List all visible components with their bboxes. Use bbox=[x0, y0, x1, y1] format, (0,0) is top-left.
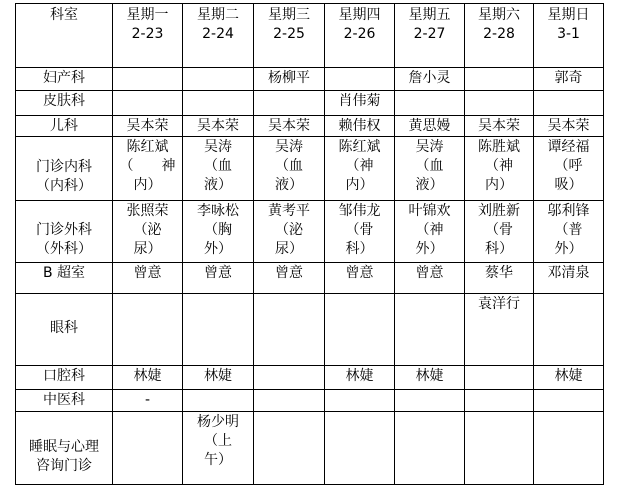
dept-name bbox=[16, 117, 112, 136]
day-header bbox=[465, 6, 533, 44]
doctor-cell bbox=[325, 367, 394, 386]
table-grid-line bbox=[15, 200, 604, 201]
doctor-cell-line: - bbox=[144, 392, 151, 408]
doctor-cell-line: 杨柳平 bbox=[268, 70, 310, 86]
table-grid-line bbox=[603, 3, 604, 485]
doctor-cell-line: 尿） bbox=[133, 241, 162, 257]
table-grid-line bbox=[15, 365, 604, 366]
doctor-cell bbox=[183, 117, 253, 136]
doctor-cell-line: 林婕 bbox=[133, 368, 162, 384]
dept-name-line: 妇产科 bbox=[43, 70, 85, 86]
doctor-cell-line: 尿） bbox=[275, 241, 303, 257]
doctor-cell-line: （上 bbox=[204, 433, 232, 449]
date-label: 3-1 bbox=[557, 26, 580, 42]
doctor-cell-line: （胸 bbox=[204, 222, 232, 238]
doctor-cell-line: 吴涛 bbox=[204, 139, 232, 155]
doctor-cell-line: 邬利锋 bbox=[547, 203, 590, 219]
doctor-cell-line: 邹伟龙 bbox=[338, 203, 381, 219]
doctor-cell bbox=[534, 264, 603, 283]
doctor-cell-line: 吴涛 bbox=[415, 139, 444, 155]
doctor-cell-line: 曾意 bbox=[415, 265, 444, 281]
weekday-label: 星期二 bbox=[197, 7, 239, 23]
doctor-cell-line: 陈红斌 bbox=[126, 139, 169, 155]
doctor-cell-line: 黄考平 bbox=[268, 203, 310, 219]
table-grid-line bbox=[15, 484, 604, 485]
doctor-cell-line: 液） bbox=[415, 177, 444, 193]
doctor-cell bbox=[113, 138, 182, 195]
doctor-cell-line: 林婕 bbox=[415, 368, 444, 384]
doctor-cell bbox=[465, 138, 533, 195]
dept-name-line: 咨询门诊 bbox=[36, 458, 92, 474]
date-label: 2-24 bbox=[202, 26, 234, 42]
doctor-cell bbox=[183, 138, 253, 195]
doctor-cell bbox=[325, 92, 394, 111]
weekday-label: 星期日 bbox=[547, 7, 590, 23]
dept-name-line: 口腔科 bbox=[43, 368, 85, 384]
doctor-cell-line: 林婕 bbox=[345, 368, 374, 384]
table-grid-line bbox=[15, 136, 604, 137]
doctor-cell bbox=[183, 264, 253, 283]
date-label: 2-25 bbox=[273, 26, 305, 42]
doctor-cell bbox=[183, 413, 253, 470]
doctor-cell-line: （ 神 bbox=[119, 158, 176, 174]
doctor-cell-line: （神 bbox=[415, 222, 444, 238]
doctor-cell bbox=[395, 69, 464, 88]
doctor-cell-line: 午） bbox=[204, 452, 232, 468]
doctor-cell bbox=[534, 367, 603, 386]
doctor-cell bbox=[325, 117, 394, 136]
dept-name-line: 眼科 bbox=[50, 320, 78, 336]
doctor-cell bbox=[395, 202, 464, 259]
doctor-cell-line: 詹小灵 bbox=[408, 70, 451, 86]
weekday-label: 星期一 bbox=[126, 7, 169, 23]
doctor-cell-line: 赖伟权 bbox=[338, 118, 381, 134]
doctor-cell-line: 外） bbox=[554, 241, 583, 257]
doctor-cell-line: 林婕 bbox=[204, 368, 232, 384]
doctor-cell bbox=[325, 202, 394, 259]
doctor-cell bbox=[325, 138, 394, 195]
doctor-cell-line: 吴本荣 bbox=[478, 118, 520, 134]
doctor-cell-line: （呼 bbox=[554, 158, 583, 174]
table-grid-line bbox=[15, 3, 604, 4]
dept-name bbox=[16, 319, 112, 338]
doctor-cell bbox=[465, 295, 533, 314]
doctor-cell bbox=[254, 264, 324, 283]
day-header bbox=[325, 6, 394, 44]
table-grid-line bbox=[15, 115, 604, 116]
dept-name-line: 皮肤科 bbox=[43, 93, 85, 109]
doctor-cell-line: 内） bbox=[485, 177, 513, 193]
doctor-cell-line: 肖伟菊 bbox=[338, 93, 381, 109]
doctor-cell-line: （血 bbox=[204, 158, 232, 174]
doctor-cell-line: 吴本荣 bbox=[197, 118, 239, 134]
doctor-cell-line: 林婕 bbox=[554, 368, 583, 384]
doctor-cell-line: （神 bbox=[485, 158, 513, 174]
dept-name bbox=[16, 158, 112, 196]
doctor-cell-line: 外） bbox=[204, 241, 232, 257]
weekday-label: 星期三 bbox=[268, 7, 310, 23]
dept-name bbox=[16, 221, 112, 259]
day-header bbox=[395, 6, 464, 44]
doctor-cell bbox=[254, 202, 324, 259]
dept-name bbox=[16, 264, 112, 283]
doctor-cell bbox=[113, 264, 182, 283]
dept-header: 科室 bbox=[50, 7, 78, 23]
doctor-cell-line: 内） bbox=[345, 177, 374, 193]
date-label: 2-28 bbox=[483, 26, 515, 42]
day-header bbox=[183, 6, 253, 44]
doctor-cell-line: 内） bbox=[133, 177, 162, 193]
doctor-cell-line: 吴本荣 bbox=[268, 118, 310, 134]
doctor-cell-line: 陈胜斌 bbox=[478, 139, 520, 155]
day-header bbox=[113, 6, 182, 44]
date-label: 2-26 bbox=[343, 26, 376, 42]
date-label: 2-23 bbox=[131, 26, 164, 42]
doctor-cell bbox=[183, 202, 253, 259]
doctor-cell-line: 外） bbox=[415, 241, 444, 257]
doctor-cell-line: 吴本荣 bbox=[547, 118, 590, 134]
doctor-cell-line: （骨 bbox=[485, 222, 513, 238]
doctor-cell bbox=[254, 138, 324, 195]
doctor-cell bbox=[113, 202, 182, 259]
doctor-cell-line: 液） bbox=[204, 177, 232, 193]
dept-name-line: B 超室 bbox=[42, 265, 86, 281]
doctor-cell bbox=[113, 117, 182, 136]
dept-name-line: 中医科 bbox=[43, 392, 85, 408]
doctor-cell-line: （神 bbox=[345, 158, 374, 174]
doctor-cell bbox=[395, 117, 464, 136]
doctor-cell-line: （血 bbox=[275, 158, 303, 174]
doctor-cell-line: 科） bbox=[485, 241, 513, 257]
doctor-cell bbox=[325, 264, 394, 283]
doctor-cell-line: 液） bbox=[275, 177, 303, 193]
doctor-cell-line: 袁洋行 bbox=[478, 296, 520, 312]
doctor-cell-line: （泌 bbox=[275, 222, 303, 238]
doctor-cell-line: （血 bbox=[415, 158, 444, 174]
doctor-cell bbox=[534, 69, 603, 88]
doctor-cell bbox=[183, 367, 253, 386]
dept-name-line: （外科） bbox=[36, 241, 92, 257]
doctor-cell bbox=[465, 117, 533, 136]
dept-name-line: 门诊内科 bbox=[36, 159, 92, 175]
table-grid-line bbox=[15, 67, 604, 68]
doctor-cell-line: 吸） bbox=[554, 177, 583, 193]
table-grid-line bbox=[15, 90, 604, 91]
doctor-cell-line: 黄思嫚 bbox=[408, 118, 451, 134]
doctor-cell bbox=[534, 117, 603, 136]
doctor-cell bbox=[254, 117, 324, 136]
doctor-cell-line: 吴本荣 bbox=[126, 118, 169, 134]
table-grid-line bbox=[15, 411, 604, 412]
weekday-label: 星期四 bbox=[338, 7, 381, 23]
doctor-cell-line: 杨少明 bbox=[197, 414, 239, 430]
doctor-cell bbox=[254, 69, 324, 88]
weekday-label: 星期五 bbox=[408, 7, 451, 23]
doctor-cell-line: 叶锦欢 bbox=[408, 203, 451, 219]
table-grid-line bbox=[15, 389, 604, 390]
doctor-cell-line: 谭经福 bbox=[547, 139, 590, 155]
doctor-cell-line: 陈红斌 bbox=[338, 139, 381, 155]
dept-name bbox=[16, 391, 112, 410]
doctor-cell-line: 曾意 bbox=[133, 265, 162, 281]
doctor-cell-line: 李咏松 bbox=[197, 203, 239, 219]
weekday-label: 星期六 bbox=[478, 7, 520, 23]
dept-name-line: （内科） bbox=[36, 178, 92, 194]
doctor-cell-line: 张照荣 bbox=[126, 203, 169, 219]
doctor-cell-line: 科） bbox=[345, 241, 374, 257]
day-header bbox=[254, 6, 324, 44]
doctor-cell-line: 刘胜新 bbox=[478, 203, 520, 219]
doctor-cell bbox=[113, 367, 182, 386]
dept-name bbox=[16, 367, 112, 386]
doctor-cell bbox=[534, 202, 603, 259]
dept-name-line: 门诊外科 bbox=[36, 222, 92, 238]
doctor-cell-line: 蔡华 bbox=[485, 265, 513, 281]
doctor-cell-line: 邓清泉 bbox=[547, 265, 590, 281]
doctor-cell bbox=[465, 202, 533, 259]
day-header bbox=[534, 6, 603, 44]
doctor-cell-line: （泌 bbox=[133, 222, 162, 238]
doctor-cell bbox=[113, 391, 182, 410]
table-grid-line bbox=[15, 262, 604, 263]
doctor-cell-line: （普 bbox=[554, 222, 583, 238]
doctor-cell-line: 曾意 bbox=[204, 265, 232, 281]
doctor-cell-line: 曾意 bbox=[345, 265, 374, 281]
doctor-cell-line: （骨 bbox=[345, 222, 374, 238]
dept-name-line: 睡眠与心理 bbox=[29, 439, 99, 455]
dept-name bbox=[16, 69, 112, 88]
doctor-cell bbox=[395, 264, 464, 283]
doctor-cell bbox=[465, 264, 533, 283]
table-grid-line bbox=[15, 293, 604, 294]
dept-name bbox=[16, 438, 112, 476]
doctor-cell-line: 吴涛 bbox=[275, 139, 303, 155]
doctor-cell bbox=[395, 138, 464, 195]
doctor-cell bbox=[534, 138, 603, 195]
doctor-cell-line: 曾意 bbox=[275, 265, 303, 281]
dept-name-line: 儿科 bbox=[50, 118, 78, 134]
date-label: 2-27 bbox=[413, 26, 446, 42]
doctor-cell bbox=[395, 367, 464, 386]
dept-name bbox=[16, 92, 112, 111]
doctor-cell-line: 郭奇 bbox=[554, 70, 583, 86]
